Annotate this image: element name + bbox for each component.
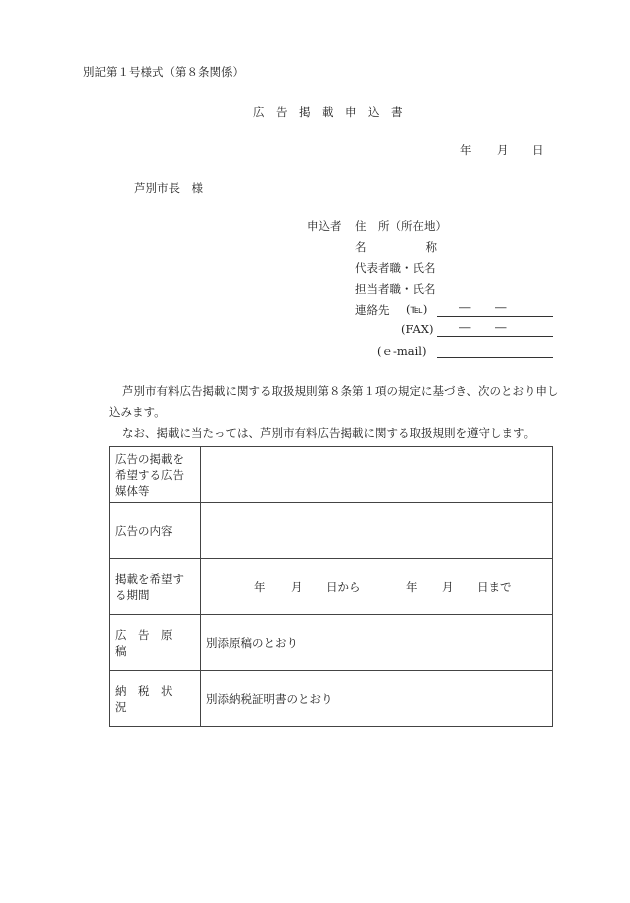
tax-status-value: 別添納税証明書のとおり xyxy=(201,671,553,727)
fax-label: (FAX) xyxy=(401,322,434,336)
name-label-part2: 称 xyxy=(425,240,437,254)
email-field[interactable] xyxy=(437,357,553,358)
ad-media-label: 広告の掲載を希望する広告媒体等 xyxy=(110,447,201,503)
tel-dash-2: ― xyxy=(495,300,507,314)
period-to-month: 月 xyxy=(442,580,454,594)
date-year: 年 xyxy=(460,143,472,157)
fax-dash-1: ― xyxy=(459,320,471,334)
email-label: (ｅ-mail) xyxy=(377,344,427,358)
name-label xyxy=(355,239,437,255)
period-to-suffix: 日まで xyxy=(477,580,512,594)
ad-content-label-text: 広告の内容 xyxy=(115,523,173,538)
ad-manuscript-label: 広 告 原 稿 xyxy=(110,615,201,671)
table-row xyxy=(110,559,553,615)
tel-label: (℡) xyxy=(406,302,428,316)
period-from-year: 年 xyxy=(254,580,266,594)
paragraph-1-line-1: 芦別市有料広告掲載に関する取扱規則第８条第１項の規定に基づき、次のとおり申し xyxy=(122,384,559,398)
date-month: 月 xyxy=(497,143,509,157)
period-from-suffix: 日から xyxy=(326,580,361,594)
table-row xyxy=(110,615,553,671)
table-row xyxy=(110,447,553,503)
tel-field[interactable] xyxy=(437,316,553,317)
ad-content-field[interactable] xyxy=(201,503,553,559)
document-title: 広 告 掲 載 申 込 書 xyxy=(253,105,403,119)
name-label-part1: 名 xyxy=(355,240,367,254)
period-field[interactable] xyxy=(201,559,553,615)
representative-label: 代表者職・氏名 xyxy=(355,261,436,275)
table-row xyxy=(110,671,553,727)
fax-dash-2: ― xyxy=(495,320,507,334)
period-label: 掲載を希望する期間 xyxy=(110,559,201,615)
paragraph-2: なお、掲載に当たっては、芦別市有料広告掲載に関する取扱規則を遵守します。 xyxy=(122,426,536,440)
period-from-month: 月 xyxy=(291,580,303,594)
applicant-heading: 申込者 xyxy=(307,219,342,233)
date-day: 日 xyxy=(532,143,544,157)
paragraph-1-line-2: 込みます。 xyxy=(109,405,166,419)
form-reference: 別記第１号様式（第８条関係） xyxy=(83,65,244,79)
ad-manuscript-value: 別添原稿のとおり xyxy=(201,615,553,671)
period-to-year: 年 xyxy=(406,580,418,594)
ad-content-label xyxy=(110,503,201,559)
ad-media-field[interactable] xyxy=(201,447,553,503)
address-label: 住 所（所在地） xyxy=(355,219,447,233)
addressee: 芦別市長 様 xyxy=(134,181,203,195)
contact-person-label: 担当者職・氏名 xyxy=(355,282,436,296)
contact-label: 連絡先 xyxy=(355,303,390,317)
fax-field[interactable] xyxy=(437,336,553,337)
application-table xyxy=(109,446,553,727)
tax-status-label: 納 税 状 況 xyxy=(110,671,201,727)
tel-dash-1: ― xyxy=(459,300,471,314)
table-row xyxy=(110,503,553,559)
